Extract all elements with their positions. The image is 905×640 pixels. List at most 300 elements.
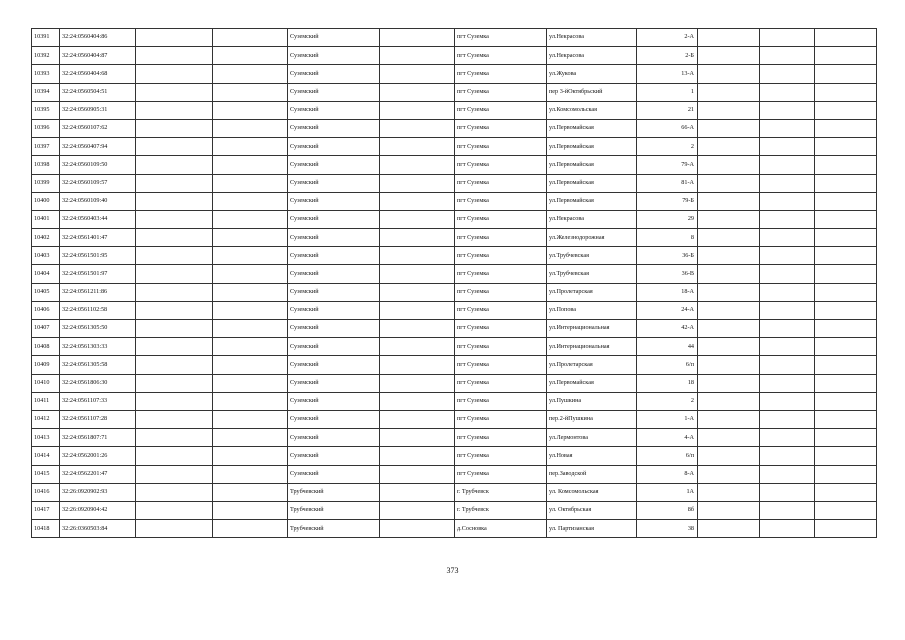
settlement-cell: пгт Суземка xyxy=(455,301,547,319)
cadastral-number-cell: 32:24:0560109:57 xyxy=(60,174,136,192)
empty-cell xyxy=(698,520,760,538)
table-row xyxy=(32,210,877,228)
settlement-cell: пгт Суземка xyxy=(455,29,547,47)
empty-cell xyxy=(760,301,815,319)
empty-cell xyxy=(380,301,455,319)
empty-cell xyxy=(136,47,213,65)
table-row xyxy=(32,156,877,174)
empty-cell xyxy=(380,192,455,210)
empty-cell xyxy=(213,283,288,301)
district-cell: Суземский xyxy=(288,83,380,101)
empty-cell xyxy=(213,338,288,356)
district-cell: Суземский xyxy=(288,429,380,447)
empty-cell xyxy=(380,429,455,447)
empty-cell xyxy=(380,447,455,465)
empty-cell xyxy=(815,119,877,137)
table-row xyxy=(32,429,877,447)
empty-cell xyxy=(698,410,760,428)
settlement-cell: пгт Суземка xyxy=(455,65,547,83)
cadastral-number-cell: 32:24:0560407:94 xyxy=(60,138,136,156)
empty-cell xyxy=(136,247,213,265)
district-cell: Суземский xyxy=(288,138,380,156)
record-id-cell: 10392 xyxy=(32,47,60,65)
record-id-cell: 10414 xyxy=(32,447,60,465)
street-cell: ул.Первомайская xyxy=(547,156,637,174)
empty-cell xyxy=(213,174,288,192)
empty-cell xyxy=(380,283,455,301)
empty-cell xyxy=(380,320,455,338)
street-cell: ул.Некрасова xyxy=(547,210,637,228)
empty-cell xyxy=(698,338,760,356)
street-cell: ул.Новая xyxy=(547,447,637,465)
record-id-cell: 10407 xyxy=(32,320,60,338)
district-cell: Суземский xyxy=(288,265,380,283)
street-cell: ул.Лермонтова xyxy=(547,429,637,447)
cadastral-number-cell: 32:24:0561501:95 xyxy=(60,247,136,265)
street-cell: пер.2-йПушкина xyxy=(547,410,637,428)
empty-cell xyxy=(815,192,877,210)
empty-cell xyxy=(760,247,815,265)
house-number-cell: 36-В xyxy=(637,265,698,283)
empty-cell xyxy=(380,501,455,519)
empty-cell xyxy=(213,138,288,156)
settlement-cell: пгт Суземка xyxy=(455,429,547,447)
empty-cell xyxy=(136,29,213,47)
empty-cell xyxy=(213,47,288,65)
empty-cell xyxy=(815,247,877,265)
empty-cell xyxy=(698,465,760,483)
empty-cell xyxy=(213,210,288,228)
house-number-cell: 1А xyxy=(637,483,698,501)
table-row xyxy=(32,483,877,501)
empty-cell xyxy=(380,138,455,156)
empty-cell xyxy=(698,392,760,410)
house-number-cell: 18-А xyxy=(637,283,698,301)
house-number-cell: 42-А xyxy=(637,320,698,338)
empty-cell xyxy=(136,356,213,374)
district-cell: Суземский xyxy=(288,338,380,356)
empty-cell xyxy=(136,374,213,392)
street-cell: ул.Трубчевская xyxy=(547,265,637,283)
empty-cell xyxy=(136,83,213,101)
empty-cell xyxy=(815,138,877,156)
district-cell: Суземский xyxy=(288,174,380,192)
settlement-cell: г. Трубчевск xyxy=(455,483,547,501)
settlement-cell: пгт Суземка xyxy=(455,101,547,119)
empty-cell xyxy=(815,229,877,247)
house-number-cell: 44 xyxy=(637,338,698,356)
cadastral-number-cell: 32:24:0560404:87 xyxy=(60,47,136,65)
table-row xyxy=(32,47,877,65)
street-cell: ул.Первомайская xyxy=(547,374,637,392)
cadastral-number-cell: 32:24:0561102:58 xyxy=(60,301,136,319)
record-id-cell: 10406 xyxy=(32,301,60,319)
settlement-cell: пгт Суземка xyxy=(455,47,547,65)
cadastral-number-cell: 32:24:0561401:47 xyxy=(60,229,136,247)
cadastral-number-cell: 32:24:0561107:33 xyxy=(60,392,136,410)
empty-cell xyxy=(213,301,288,319)
empty-cell xyxy=(213,465,288,483)
record-id-cell: 10408 xyxy=(32,338,60,356)
empty-cell xyxy=(380,210,455,228)
table-body xyxy=(32,29,877,538)
cadastral-number-cell: 32:24:0561211:86 xyxy=(60,283,136,301)
empty-cell xyxy=(136,465,213,483)
settlement-cell: пгт Суземка xyxy=(455,447,547,465)
settlement-cell: пгт Суземка xyxy=(455,356,547,374)
empty-cell xyxy=(380,265,455,283)
record-id-cell: 10400 xyxy=(32,192,60,210)
empty-cell xyxy=(380,410,455,428)
empty-cell xyxy=(760,83,815,101)
empty-cell xyxy=(698,501,760,519)
cadastral-number-cell: 32:24:0560404:86 xyxy=(60,29,136,47)
street-cell: ул.Пролетарская xyxy=(547,283,637,301)
empty-cell xyxy=(760,101,815,119)
empty-cell xyxy=(698,119,760,137)
house-number-cell: 29 xyxy=(637,210,698,228)
house-number-cell: 8-А xyxy=(637,465,698,483)
settlement-cell: г. Трубчевск xyxy=(455,501,547,519)
district-cell: Суземский xyxy=(288,101,380,119)
empty-cell xyxy=(380,229,455,247)
empty-cell xyxy=(213,29,288,47)
empty-cell xyxy=(698,83,760,101)
record-id-cell: 10396 xyxy=(32,119,60,137)
street-cell: ул.Железнодорожная xyxy=(547,229,637,247)
empty-cell xyxy=(380,47,455,65)
settlement-cell: пгт Суземка xyxy=(455,265,547,283)
record-id-cell: 10405 xyxy=(32,283,60,301)
empty-cell xyxy=(136,410,213,428)
table-row xyxy=(32,101,877,119)
empty-cell xyxy=(760,192,815,210)
empty-cell xyxy=(698,192,760,210)
house-number-cell: 2-Б xyxy=(637,47,698,65)
street-cell: ул.Интернациональная xyxy=(547,320,637,338)
empty-cell xyxy=(698,156,760,174)
empty-cell xyxy=(698,429,760,447)
empty-cell xyxy=(213,356,288,374)
record-id-cell: 10404 xyxy=(32,265,60,283)
empty-cell xyxy=(380,174,455,192)
table-row xyxy=(32,229,877,247)
empty-cell xyxy=(698,447,760,465)
settlement-cell: пгт Суземка xyxy=(455,283,547,301)
district-cell: Суземский xyxy=(288,356,380,374)
empty-cell xyxy=(760,65,815,83)
empty-cell xyxy=(136,501,213,519)
table-row xyxy=(32,265,877,283)
empty-cell xyxy=(760,501,815,519)
empty-cell xyxy=(815,374,877,392)
district-cell: Суземский xyxy=(288,247,380,265)
house-number-cell: 36-Б xyxy=(637,247,698,265)
empty-cell xyxy=(815,47,877,65)
empty-cell xyxy=(698,356,760,374)
empty-cell xyxy=(815,483,877,501)
empty-cell xyxy=(136,138,213,156)
district-cell: Суземский xyxy=(288,47,380,65)
empty-cell xyxy=(760,29,815,47)
house-number-cell: 1-А xyxy=(637,410,698,428)
cadastral-number-cell: 32:24:0561107:28 xyxy=(60,410,136,428)
table-row xyxy=(32,174,877,192)
settlement-cell: пгт Суземка xyxy=(455,138,547,156)
house-number-cell: 81-А xyxy=(637,174,698,192)
empty-cell xyxy=(760,429,815,447)
settlement-cell: д.Сосновка xyxy=(455,520,547,538)
empty-cell xyxy=(380,483,455,501)
empty-cell xyxy=(815,356,877,374)
house-number-cell: 8 xyxy=(637,229,698,247)
empty-cell xyxy=(698,47,760,65)
empty-cell xyxy=(815,520,877,538)
settlement-cell: пгт Суземка xyxy=(455,247,547,265)
empty-cell xyxy=(760,520,815,538)
settlement-cell: пгт Суземка xyxy=(455,229,547,247)
cadastral-number-cell: 32:24:0561501:97 xyxy=(60,265,136,283)
empty-cell xyxy=(136,65,213,83)
district-cell: Суземский xyxy=(288,119,380,137)
empty-cell xyxy=(698,65,760,83)
record-id-cell: 10416 xyxy=(32,483,60,501)
settlement-cell: пгт Суземка xyxy=(455,338,547,356)
empty-cell xyxy=(213,192,288,210)
empty-cell xyxy=(136,156,213,174)
street-cell: ул.Первомайская xyxy=(547,174,637,192)
cadastral-number-cell: 32:26:0920902:93 xyxy=(60,483,136,501)
district-cell: Суземский xyxy=(288,301,380,319)
district-cell: Суземский xyxy=(288,392,380,410)
street-cell: ул.Некрасова xyxy=(547,29,637,47)
house-number-cell: 8б xyxy=(637,501,698,519)
empty-cell xyxy=(136,174,213,192)
district-cell: Трубчевский xyxy=(288,501,380,519)
house-number-cell: 18 xyxy=(637,374,698,392)
cadastral-number-cell: 32:26:0360503:84 xyxy=(60,520,136,538)
empty-cell xyxy=(760,138,815,156)
empty-cell xyxy=(698,210,760,228)
empty-cell xyxy=(380,65,455,83)
cadastral-number-cell: 32:24:0561305:58 xyxy=(60,356,136,374)
empty-cell xyxy=(815,320,877,338)
empty-cell xyxy=(815,410,877,428)
empty-cell xyxy=(815,101,877,119)
empty-cell xyxy=(213,410,288,428)
street-cell: ул.Жукова xyxy=(547,65,637,83)
record-id-cell: 10411 xyxy=(32,392,60,410)
empty-cell xyxy=(136,483,213,501)
empty-cell xyxy=(760,483,815,501)
settlement-cell: пгт Суземка xyxy=(455,192,547,210)
empty-cell xyxy=(698,374,760,392)
empty-cell xyxy=(213,392,288,410)
empty-cell xyxy=(760,392,815,410)
empty-cell xyxy=(136,192,213,210)
table-row xyxy=(32,465,877,483)
settlement-cell: пгт Суземка xyxy=(455,410,547,428)
empty-cell xyxy=(136,119,213,137)
street-cell: ул. Партизанская xyxy=(547,520,637,538)
empty-cell xyxy=(698,301,760,319)
table-row xyxy=(32,301,877,319)
empty-cell xyxy=(213,374,288,392)
empty-cell xyxy=(136,392,213,410)
cadastral-number-cell: 32:24:0560403:44 xyxy=(60,210,136,228)
empty-cell xyxy=(760,374,815,392)
empty-cell xyxy=(815,429,877,447)
district-cell: Суземский xyxy=(288,65,380,83)
empty-cell xyxy=(815,301,877,319)
house-number-cell: 6/п xyxy=(637,356,698,374)
empty-cell xyxy=(760,265,815,283)
settlement-cell: пгт Суземка xyxy=(455,392,547,410)
street-cell: ул.Первомайская xyxy=(547,192,637,210)
empty-cell xyxy=(136,229,213,247)
empty-cell xyxy=(815,465,877,483)
table-row xyxy=(32,29,877,47)
street-cell: ул.Некрасова xyxy=(547,47,637,65)
record-id-cell: 10418 xyxy=(32,520,60,538)
table-row xyxy=(32,447,877,465)
cadastral-number-cell: 32:26:0920904:42 xyxy=(60,501,136,519)
empty-cell xyxy=(815,283,877,301)
house-number-cell: 21 xyxy=(637,101,698,119)
empty-cell xyxy=(698,283,760,301)
empty-cell xyxy=(815,29,877,47)
empty-cell xyxy=(760,338,815,356)
record-id-cell: 10398 xyxy=(32,156,60,174)
table-row xyxy=(32,338,877,356)
empty-cell xyxy=(698,174,760,192)
empty-cell xyxy=(213,247,288,265)
empty-cell xyxy=(213,119,288,137)
cadastral-number-cell: 32:24:0561303:33 xyxy=(60,338,136,356)
house-number-cell: 2-А xyxy=(637,29,698,47)
empty-cell xyxy=(698,320,760,338)
street-cell: ул. Комсомольская xyxy=(547,483,637,501)
page-number: 373 xyxy=(446,566,459,575)
empty-cell xyxy=(136,265,213,283)
district-cell: Суземский xyxy=(288,210,380,228)
empty-cell xyxy=(815,392,877,410)
record-id-cell: 10409 xyxy=(32,356,60,374)
table-row xyxy=(32,520,877,538)
table-row xyxy=(32,192,877,210)
district-cell: Трубчевский xyxy=(288,520,380,538)
empty-cell xyxy=(213,447,288,465)
empty-cell xyxy=(213,520,288,538)
empty-cell xyxy=(380,374,455,392)
district-cell: Трубчевский xyxy=(288,483,380,501)
empty-cell xyxy=(136,283,213,301)
record-id-cell: 10417 xyxy=(32,501,60,519)
street-cell: пер.Заводской xyxy=(547,465,637,483)
street-cell: ул. Октябрьская xyxy=(547,501,637,519)
street-cell: ул.Пушкина xyxy=(547,392,637,410)
registry-table xyxy=(31,28,877,538)
house-number-cell: 13-А xyxy=(637,65,698,83)
empty-cell xyxy=(760,210,815,228)
empty-cell xyxy=(760,320,815,338)
empty-cell xyxy=(380,247,455,265)
settlement-cell: пгт Суземка xyxy=(455,320,547,338)
district-cell: Суземский xyxy=(288,410,380,428)
district-cell: Суземский xyxy=(288,465,380,483)
empty-cell xyxy=(760,356,815,374)
empty-cell xyxy=(760,465,815,483)
table-row xyxy=(32,374,877,392)
table-row xyxy=(32,83,877,101)
settlement-cell: пгт Суземка xyxy=(455,119,547,137)
empty-cell xyxy=(213,265,288,283)
empty-cell xyxy=(380,520,455,538)
empty-cell xyxy=(380,465,455,483)
record-id-cell: 10399 xyxy=(32,174,60,192)
empty-cell xyxy=(815,83,877,101)
empty-cell xyxy=(760,119,815,137)
district-cell: Суземский xyxy=(288,156,380,174)
house-number-cell: 79-Б xyxy=(637,192,698,210)
street-cell: ул.Трубчевская xyxy=(547,247,637,265)
cadastral-number-cell: 32:24:0560109:50 xyxy=(60,156,136,174)
table-row xyxy=(32,392,877,410)
house-number-cell: 2 xyxy=(637,392,698,410)
table-row xyxy=(32,410,877,428)
street-cell: ул.Попова xyxy=(547,301,637,319)
empty-cell xyxy=(815,501,877,519)
empty-cell xyxy=(136,447,213,465)
empty-cell xyxy=(815,156,877,174)
empty-cell xyxy=(380,356,455,374)
street-cell: ул.Пролетарская xyxy=(547,356,637,374)
district-cell: Суземский xyxy=(288,320,380,338)
empty-cell xyxy=(380,83,455,101)
settlement-cell: пгт Суземка xyxy=(455,374,547,392)
empty-cell xyxy=(760,174,815,192)
house-number-cell: 79-А xyxy=(637,156,698,174)
empty-cell xyxy=(815,65,877,83)
record-id-cell: 10412 xyxy=(32,410,60,428)
empty-cell xyxy=(213,83,288,101)
table-row xyxy=(32,501,877,519)
empty-cell xyxy=(213,156,288,174)
table-row xyxy=(32,119,877,137)
empty-cell xyxy=(213,429,288,447)
empty-cell xyxy=(136,338,213,356)
empty-cell xyxy=(136,210,213,228)
district-cell: Суземский xyxy=(288,229,380,247)
empty-cell xyxy=(815,447,877,465)
record-id-cell: 10391 xyxy=(32,29,60,47)
cadastral-number-cell: 32:24:0562201:47 xyxy=(60,465,136,483)
cadastral-number-cell: 32:24:0560109:40 xyxy=(60,192,136,210)
district-cell: Суземский xyxy=(288,29,380,47)
empty-cell xyxy=(698,29,760,47)
house-number-cell: 4-А xyxy=(637,429,698,447)
table-row xyxy=(32,320,877,338)
empty-cell xyxy=(136,101,213,119)
empty-cell xyxy=(136,301,213,319)
record-id-cell: 10401 xyxy=(32,210,60,228)
settlement-cell: пгт Суземка xyxy=(455,156,547,174)
cadastral-number-cell: 32:24:0560504:51 xyxy=(60,83,136,101)
empty-cell xyxy=(760,283,815,301)
cadastral-number-cell: 32:24:0560905:31 xyxy=(60,101,136,119)
empty-cell xyxy=(760,410,815,428)
table-row xyxy=(32,65,877,83)
